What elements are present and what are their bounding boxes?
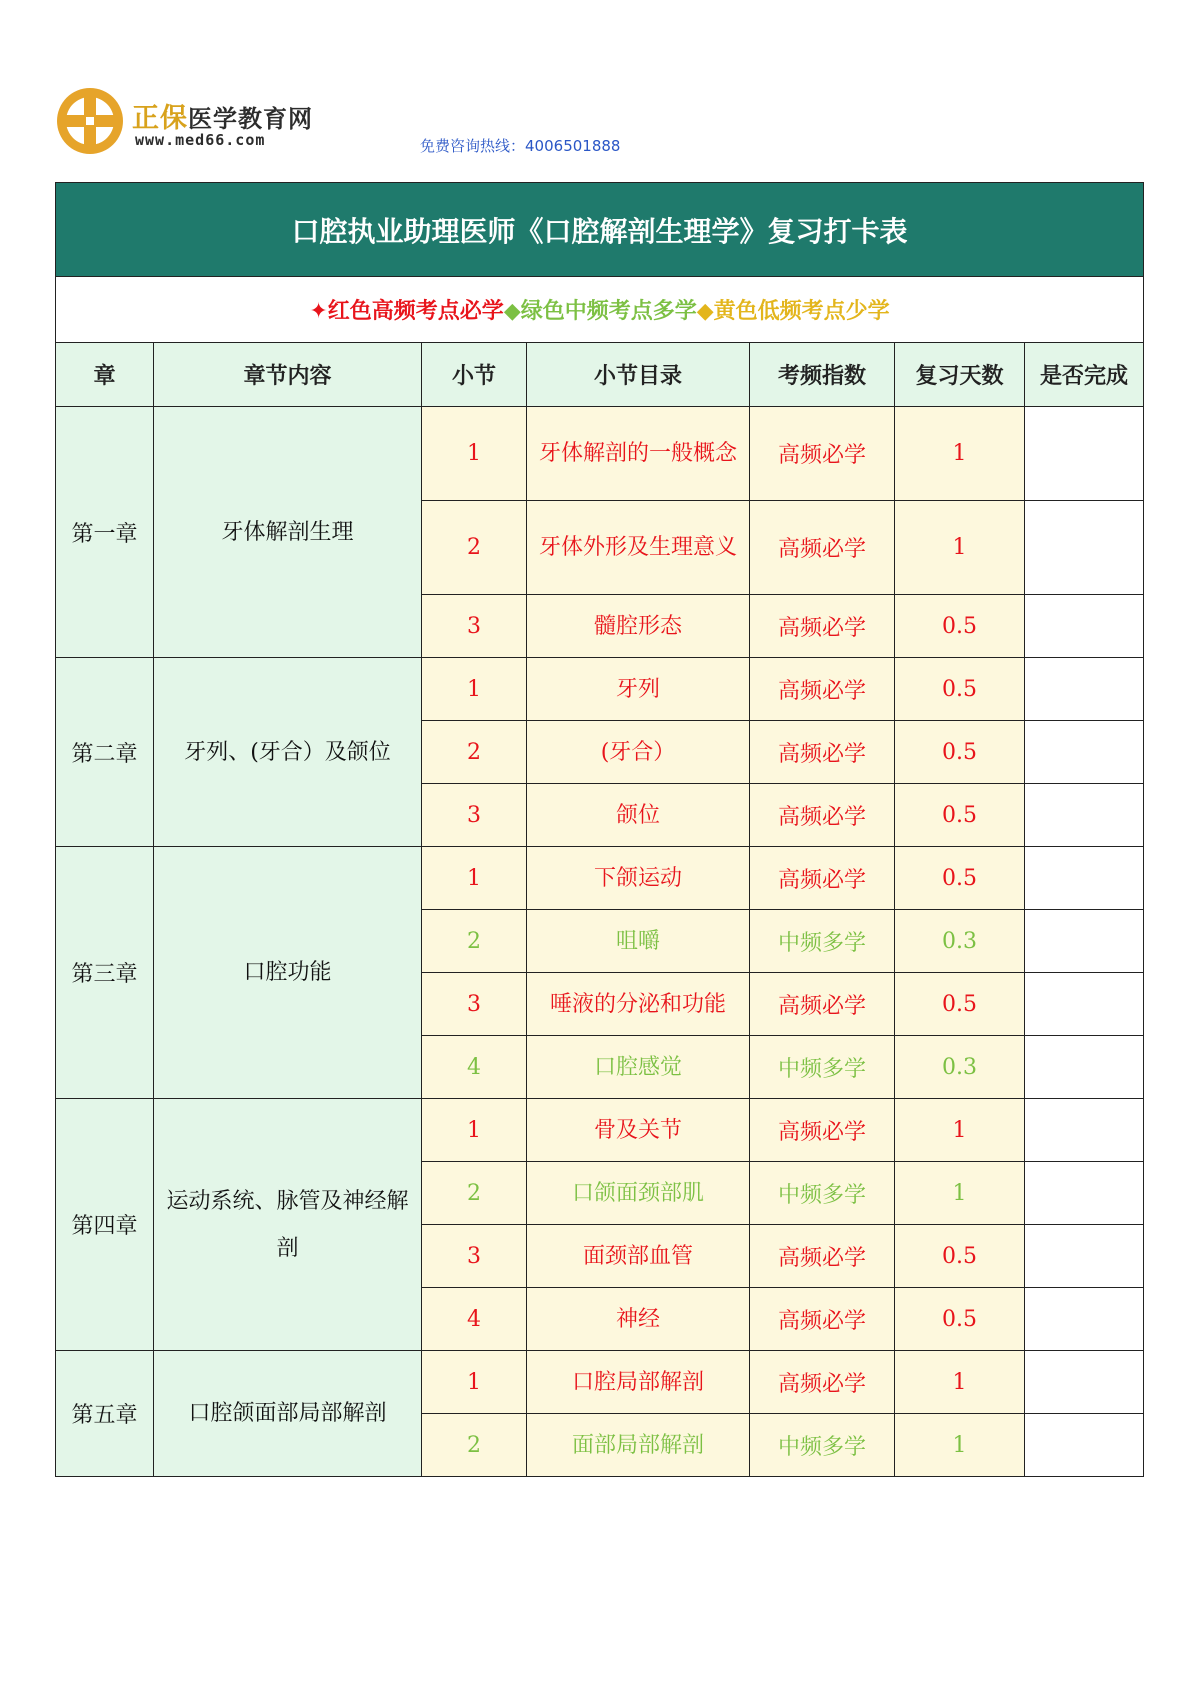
section-title: 口腔感觉 [527, 1036, 750, 1099]
frequency-index: 中频多学 [750, 1414, 895, 1477]
section-title: 牙体外形及生理意义 [527, 501, 750, 595]
table-row [56, 1099, 1144, 1162]
chapter-content-cell: 口腔功能 [154, 847, 422, 1099]
review-days: 0.5 [895, 784, 1025, 847]
legend-mid: ◆绿色中频考点多学 [503, 299, 697, 324]
section-number: 3 [422, 1225, 527, 1288]
section-number: 1 [422, 847, 527, 910]
brand-main: 正保 [132, 103, 188, 134]
table-row [56, 658, 1144, 721]
column-header-row [56, 343, 1144, 407]
done-checkbox-cell[interactable] [1025, 595, 1144, 658]
col-chapter-content: 章节内容 [154, 343, 422, 407]
section-title: 唾液的分泌和功能 [527, 973, 750, 1036]
cross-logo-icon [55, 86, 125, 156]
done-checkbox-cell[interactable] [1025, 1225, 1144, 1288]
done-checkbox-cell[interactable] [1025, 910, 1144, 973]
frequency-index: 高频必学 [750, 1225, 895, 1288]
review-days: 0.5 [895, 847, 1025, 910]
chapter-cell: 第四章 [56, 1099, 154, 1351]
section-number: 4 [422, 1288, 527, 1351]
frequency-index: 中频多学 [750, 1036, 895, 1099]
col-section: 小节 [422, 343, 527, 407]
chapter-cell: 第五章 [56, 1351, 154, 1477]
section-title: 口颌面颈部肌 [527, 1162, 750, 1225]
section-title: (牙合） [527, 721, 750, 784]
col-section-title: 小节目录 [527, 343, 750, 407]
frequency-index: 中频多学 [750, 910, 895, 973]
frequency-index: 高频必学 [750, 501, 895, 595]
col-chapter: 章 [56, 343, 154, 407]
review-days: 0.5 [895, 595, 1025, 658]
table-row [56, 847, 1144, 910]
review-days: 0.5 [895, 721, 1025, 784]
legend [56, 277, 1144, 343]
frequency-index: 高频必学 [750, 1099, 895, 1162]
section-title: 口腔局部解剖 [527, 1351, 750, 1414]
frequency-index: 高频必学 [750, 407, 895, 501]
table-title: 口腔执业助理医师《口腔解剖生理学》复习打卡表 [56, 183, 1144, 277]
legend-row [56, 277, 1144, 343]
frequency-index: 高频必学 [750, 784, 895, 847]
section-title: 骨及关节 [527, 1099, 750, 1162]
legend-high: ✦红色高频考点必学 [309, 299, 504, 324]
frequency-index: 高频必学 [750, 847, 895, 910]
section-title: 咀嚼 [527, 910, 750, 973]
done-checkbox-cell[interactable] [1025, 847, 1144, 910]
section-title: 髓腔形态 [527, 595, 750, 658]
review-days: 0.5 [895, 658, 1025, 721]
section-title: 下颌运动 [527, 847, 750, 910]
section-number: 1 [422, 1099, 527, 1162]
brand-tail: 医学教育网 [188, 105, 313, 133]
frequency-index: 高频必学 [750, 721, 895, 784]
done-checkbox-cell[interactable] [1025, 1288, 1144, 1351]
done-checkbox-cell[interactable] [1025, 407, 1144, 501]
section-number: 1 [422, 407, 527, 501]
review-days: 1 [895, 1099, 1025, 1162]
done-checkbox-cell[interactable] [1025, 501, 1144, 595]
col-frequency: 考频指数 [750, 343, 895, 407]
legend-low: ◆黄色低频考点少学 [696, 299, 890, 324]
frequency-index: 高频必学 [750, 1351, 895, 1414]
section-number: 2 [422, 721, 527, 784]
done-checkbox-cell[interactable] [1025, 1414, 1144, 1477]
section-number: 1 [422, 1351, 527, 1414]
section-title: 神经 [527, 1288, 750, 1351]
done-checkbox-cell[interactable] [1025, 973, 1144, 1036]
page-header [0, 0, 1190, 180]
review-days: 0.3 [895, 1036, 1025, 1099]
review-days: 0.5 [895, 1225, 1025, 1288]
section-title: 面部局部解剖 [527, 1414, 750, 1477]
section-number: 2 [422, 1162, 527, 1225]
section-title: 颌位 [527, 784, 750, 847]
frequency-index: 高频必学 [750, 658, 895, 721]
section-number: 4 [422, 1036, 527, 1099]
hotline-number[interactable]: 4006501888 [525, 137, 621, 155]
section-number: 2 [422, 1414, 527, 1477]
frequency-index: 中频多学 [750, 1162, 895, 1225]
done-checkbox-cell[interactable] [1025, 784, 1144, 847]
review-days: 1 [895, 1351, 1025, 1414]
section-number: 2 [422, 501, 527, 595]
chapter-content-cell: 运动系统、脉管及神经解剖 [154, 1099, 422, 1351]
brand-name [132, 96, 313, 135]
review-days: 1 [895, 1414, 1025, 1477]
table-row [56, 1351, 1144, 1414]
chapter-content-cell: 口腔颌面部局部解剖 [154, 1351, 422, 1477]
frequency-index: 高频必学 [750, 595, 895, 658]
section-number: 3 [422, 595, 527, 658]
frequency-index: 高频必学 [750, 1288, 895, 1351]
review-days: 1 [895, 501, 1025, 595]
chapter-cell: 第二章 [56, 658, 154, 847]
review-checklist-table [55, 182, 1144, 1477]
review-days: 1 [895, 407, 1025, 501]
section-number: 3 [422, 784, 527, 847]
table-row [56, 407, 1144, 501]
review-days: 0.3 [895, 910, 1025, 973]
section-number: 3 [422, 973, 527, 1036]
col-done: 是否完成 [1025, 343, 1144, 407]
chapter-cell: 第三章 [56, 847, 154, 1099]
site-url[interactable]: www.med66.com [135, 131, 266, 149]
done-checkbox-cell[interactable] [1025, 658, 1144, 721]
frequency-index: 高频必学 [750, 973, 895, 1036]
done-checkbox-cell[interactable] [1025, 1099, 1144, 1162]
section-title: 面颈部血管 [527, 1225, 750, 1288]
chapter-content-cell: 牙体解剖生理 [154, 407, 422, 658]
done-checkbox-cell[interactable] [1025, 1162, 1144, 1225]
col-review-days: 复习天数 [895, 343, 1025, 407]
hotline [420, 135, 620, 156]
section-title: 牙列 [527, 658, 750, 721]
review-days: 1 [895, 1162, 1025, 1225]
chapter-content-cell: 牙列、(牙合）及颌位 [154, 658, 422, 847]
done-checkbox-cell[interactable] [1025, 1036, 1144, 1099]
title-row [56, 183, 1144, 277]
review-days: 0.5 [895, 973, 1025, 1036]
hotline-label: 免费咨询热线： [420, 137, 526, 155]
chapter-cell: 第一章 [56, 407, 154, 658]
section-number: 1 [422, 658, 527, 721]
section-title: 牙体解剖的一般概念 [527, 407, 750, 501]
section-number: 2 [422, 910, 527, 973]
done-checkbox-cell[interactable] [1025, 1351, 1144, 1414]
review-days: 0.5 [895, 1288, 1025, 1351]
done-checkbox-cell[interactable] [1025, 721, 1144, 784]
